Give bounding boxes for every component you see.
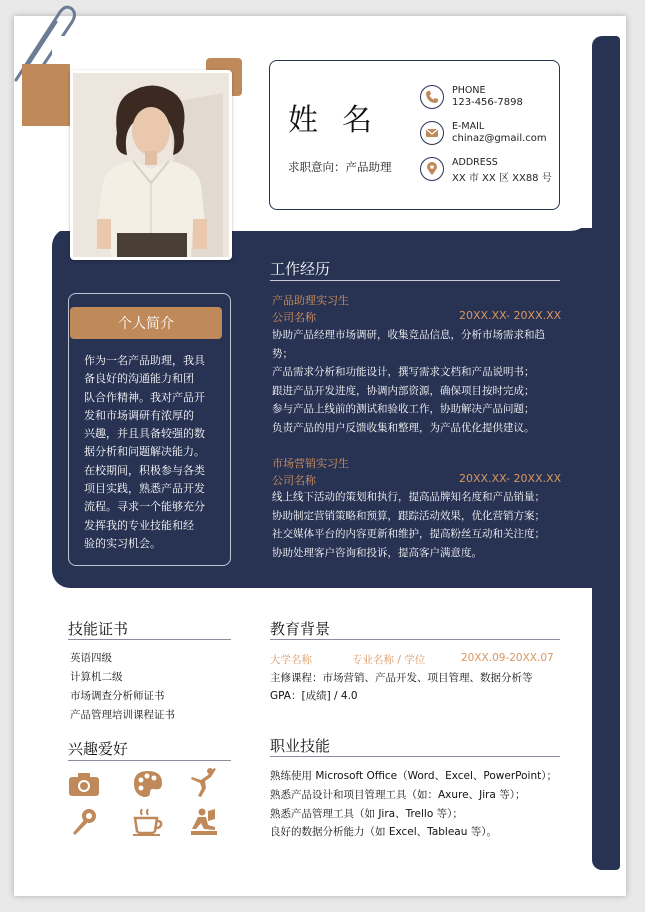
contact-phone-label: PHONE [452, 85, 486, 96]
job-intent: 求职意向：产品助理 [288, 160, 392, 174]
intro-line: 兴趣，并且具备较强的数 [84, 427, 205, 441]
work-rule [270, 280, 560, 281]
intro-line: 流程。寻求一个能够充分 [84, 500, 205, 514]
header-card [269, 60, 560, 210]
job-bullets [272, 488, 562, 562]
job-title: 产品助理实习生 [272, 294, 349, 307]
contact-email-label: E-MAIL [452, 121, 485, 132]
mail-icon [420, 121, 444, 145]
certs-rule [68, 639, 231, 640]
cert-item: 市场调查分析师证书 [70, 690, 165, 702]
bullet-line: 协助处理客户咨询和投诉，提高客户满意度。 [272, 546, 482, 559]
bullet-line: 参与产品上线前的测试和验收工作，协助解决产品问题； [272, 403, 535, 416]
skill-item: 熟悉产品设计和项目管理工具（如：Axure、Jira 等）； [270, 788, 526, 801]
coffee-icon [131, 805, 165, 839]
contact-phone-value: 123-456-7898 [452, 97, 523, 108]
skill-item: 熟悉产品管理工具（如 Jira、Trello 等）； [270, 807, 463, 820]
intro-line: 发和市场调研有浓厚的 [84, 408, 194, 422]
hobbies-rule [68, 760, 231, 761]
education-date: 20XX.09-20XX.07 [461, 652, 554, 664]
bullet-line: 协助制定营销策略和预算，跟踪活动效果，优化营销方案； [272, 509, 545, 522]
major-degree: 专业名称 / 学位 [352, 654, 426, 666]
education-title: 教育背景 [270, 620, 331, 638]
intro-line: 在校期间，积极参与各类 [84, 463, 205, 477]
candidate-name: 姓名 [288, 103, 396, 138]
bullet-line: 社交媒体平台的内容更新和维护，提高粉丝互动和关注度； [272, 528, 545, 541]
intro-line: 验的实习机会。 [84, 536, 161, 550]
hobbies-title: 兴趣爱好 [68, 740, 129, 758]
certs-title: 技能证书 [68, 620, 129, 638]
job-date: 20XX.XX- 20XX.XX [459, 472, 562, 485]
courses: 主修课程：市场营销、产品开发、项目管理、数据分析等 [270, 672, 533, 684]
camera-icon [67, 767, 101, 801]
skills-list [270, 767, 570, 842]
cert-item: 计算机二级 [70, 671, 123, 683]
location-pin-icon [420, 157, 444, 181]
intro-line: 发挥我的专业技能和经 [84, 518, 194, 532]
bullet-line: 跟进产品开发进度，协调内部资源，确保项目按时完成； [272, 384, 535, 397]
intro-line: 备良好的沟通能力和团 [84, 372, 194, 386]
education-rule [270, 639, 560, 640]
contact-address-value: XX 市 XX 区 XX88 号 [452, 173, 552, 184]
microphone-icon [67, 805, 101, 839]
intro-line: 据分析和问题解决能力。 [84, 445, 205, 459]
profile-photo [70, 70, 232, 260]
bullet-line: 线上线下活动的策划和执行，提高品牌知名度和产品销量； [272, 491, 545, 503]
job-bullets [272, 326, 562, 438]
cert-item: 英语四级 [70, 652, 112, 664]
school-name: 大学名称 [270, 654, 312, 666]
skill-item: 熟练使用 Microsoft Office（Word、Excel、PowerPoint）； [270, 770, 557, 782]
company-name: 公司名称 [272, 474, 316, 487]
certs-list [70, 649, 175, 725]
bullet-line: 协助产品经理市场调研，收集竞品信息，分析市场需求和趋 [272, 329, 545, 341]
skills-title: 职业技能 [270, 737, 331, 755]
decor-square [22, 64, 70, 126]
intro-line: 项目实践，熟悉产品开发 [84, 482, 205, 496]
dance-icon [187, 765, 221, 799]
contact-email-value: chinaz@gmail.com [452, 133, 547, 144]
intro-line: 队合作精神。我对产品开 [84, 390, 205, 404]
intro-line: 作为一名产品助理，我具 [84, 354, 205, 367]
bullet-line: 负责产品的用户反馈收集和整理，为产品优化提供建议。 [272, 421, 535, 434]
reading-icon [187, 805, 221, 839]
bullet-line: 势； [272, 347, 293, 360]
gpa: GPA：[成绩] / 4.0 [270, 690, 358, 702]
job-date: 20XX.XX- 20XX.XX [459, 309, 562, 322]
job-title: 市场营销实习生 [272, 457, 349, 470]
work-title: 工作经历 [270, 260, 331, 278]
skill-item: 良好的数据分析能力（如 Excel、Tableau 等）。 [270, 826, 497, 839]
phone-icon [420, 85, 444, 109]
intro-title: 个人简介 [70, 307, 222, 339]
palette-icon [131, 767, 165, 801]
contact-address-label: ADDRESS [452, 157, 498, 168]
intro-text [84, 352, 214, 553]
skills-rule [270, 756, 560, 757]
company-name: 公司名称 [272, 311, 316, 324]
cert-item: 产品管理培训课程证书 [70, 709, 175, 721]
bullet-line: 产品需求分析和功能设计，撰写需求文档和产品说明书； [272, 366, 535, 379]
